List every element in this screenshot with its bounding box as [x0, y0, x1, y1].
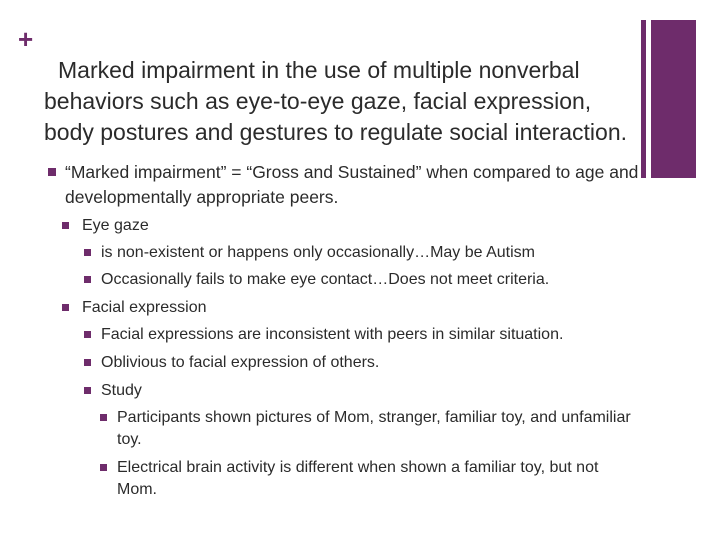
square-bullet-icon	[84, 331, 91, 338]
facial-expression-item-2: Oblivious to facial expression of others.	[101, 354, 380, 371]
plus-icon: +	[18, 24, 34, 54]
list-item-eye-gaze	[62, 215, 149, 237]
facial-expression-label: Facial expression	[82, 299, 207, 316]
square-bullet-icon	[84, 249, 91, 256]
list-item	[84, 269, 549, 291]
eye-gaze-item-2: Occasionally fails to make eye contact…Does not meet criteria.	[101, 271, 550, 288]
list-item	[84, 352, 379, 374]
slide-title: Marked impairment in the use of multiple nonverbal behaviors such as eye-to-eye gaze, facial expression, body postures and gestures to regulate social interaction.	[44, 57, 628, 145]
facial-expression-item-1: Facial expressions are inconsistent with peers in similar situation.	[101, 326, 564, 343]
list-item-facial-expression	[62, 297, 207, 319]
eye-gaze-item-1: is non-existent or happens only occasionally…May be Autism	[101, 244, 535, 261]
square-bullet-icon	[84, 359, 91, 366]
square-bullet-icon	[48, 168, 56, 176]
list-item	[84, 324, 563, 346]
square-bullet-icon	[62, 304, 69, 311]
list-item	[84, 242, 535, 264]
list-item	[100, 457, 640, 501]
study-item-2: Electrical brain activity is different when shown a familiar toy, but not Mom.	[117, 459, 599, 498]
square-bullet-icon	[84, 276, 91, 283]
list-item-study	[84, 380, 142, 402]
list-item	[100, 407, 640, 451]
main-bullet-text: “Marked impairment” = “Gross and Sustained” when compared to age and developmentally appropriate peers.	[65, 162, 639, 207]
square-bullet-icon	[84, 387, 91, 394]
study-item-1: Participants shown pictures of Mom, stranger, familiar toy, and unfamiliar toy.	[117, 409, 631, 448]
study-label: Study	[101, 382, 142, 399]
square-bullet-icon	[62, 222, 69, 229]
square-bullet-icon	[100, 464, 107, 471]
accent-bar-thick	[651, 20, 696, 178]
square-bullet-icon	[100, 414, 107, 421]
eye-gaze-label: Eye gaze	[82, 217, 149, 234]
main-bullet	[48, 160, 688, 210]
